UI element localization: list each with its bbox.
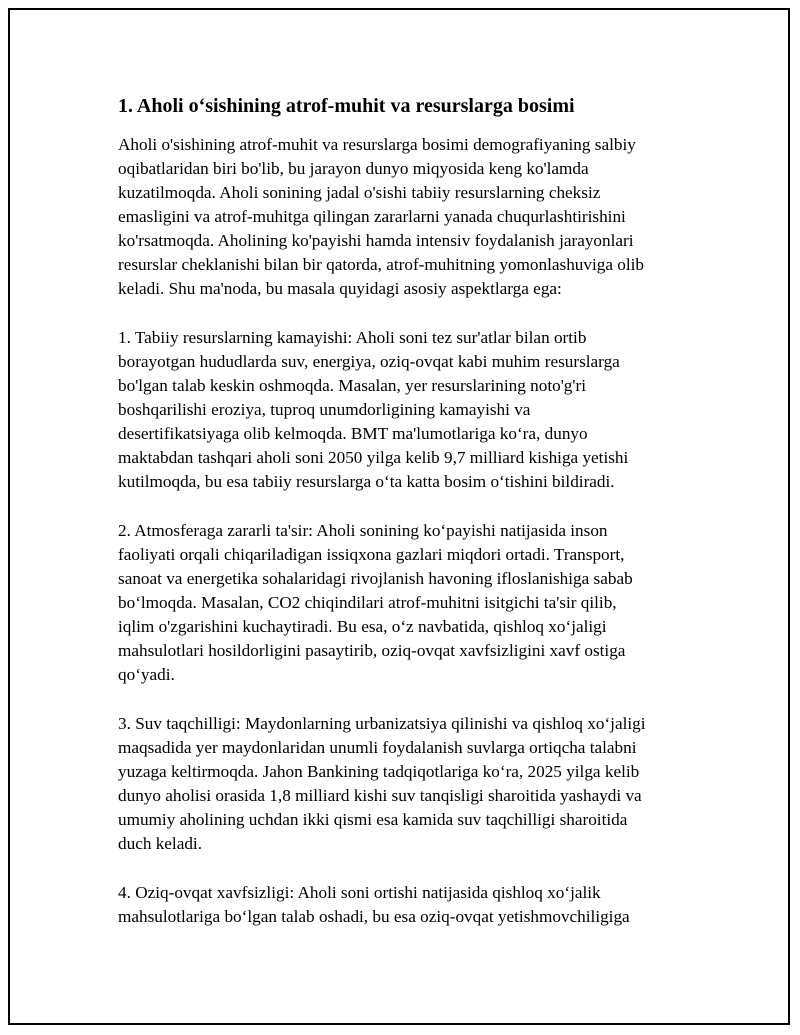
section-heading: 1. Aholi o‘sishining atrof-muhit va resurslarga bosimi xyxy=(118,95,575,117)
paragraph-water-scarcity: 3. Suv taqchilligi: Maydonlarning urbanizatsiya qilinishi va qishloq xo‘jaligi maqsadida yer maydonlaridan unumli foydalanish suvlarga ortiqcha talabni yuzaga keltirmoqda. Jahon Bankining tadqiqotlariga ko‘ra, 2025 yilga kelib dunyo aholisi orasida 1,8 milliard kishi suv tanqisligi sharoitida yashaydi va umumiy aholining uchdan ikki qismi esa kamida suv taqchilligi sharoitida duch keladi. xyxy=(118,714,646,853)
paragraph-natural-resources: 1. Tabiiy resurslarning kamayishi: Aholi soni tez sur'atlar bilan ortib borayotgan hududlarda suv, energiya, oziq-ovqat kabi muhim resurslarga bo'lgan talab keskin oshmoqda. Masalan, yer resurslarining noto'g'ri boshqarilishi eroziya, tuproq unumdorligining kamayishi va desertifikatsiyaga olib kelmoqda. BMT ma'lumotlariga ko‘ra, dunyo maktabdan tashqari aholi soni 2050 yilga kelib 9,7 milliard kishiga yetishi kutilmoqda, bu esa tabiiy resurslarga o‘ta katta bosim o‘tishini bildiradi. xyxy=(118,328,629,491)
document-body xyxy=(118,93,698,954)
intro-paragraph: Aholi o'sishining atrof-muhit va resurslarga bosimi demografiyaning salbiy oqibatlaridan biri bo'lib, bu jarayon dunyo miqyosida keng ko'lamda kuzatilmoqda. Aholi sonining jadal o'sishi tabiiy resurslarning cheksiz emasligini va atrof-muhitga qilingan zararlarni yanada chuqurlashtirishini ko'rsatmoqda. Aholining ko'payishi hamda intensiv foydalanish jarayonlari resurslar cheklanishi bilan bir qatorda, atrof-muhitning yomonlashuviga olib keladi. Shu ma'noda, bu masala quyidagi asosiy aspektlarga ega: xyxy=(118,135,645,298)
paragraph-food-security: 4. Oziq-ovqat xavfsizligi: Aholi soni ortishi natijasida qishloq xo‘jalik mahsulotlariga bo‘lgan talab oshadi, bu esa oziq-ovqat yetishmovchiligiga xyxy=(118,883,630,926)
paragraph-atmosphere: 2. Atmosferaga zararli ta'sir: Aholi sonining ko‘payishi natijasida inson faoliyati orqali chiqariladigan issiqxona gazlari miqdori ortadi. Transport, sanoat va energetika sohalaridagi rivojlanish havoning ifloslanishiga sabab bo‘lmoqda. Masalan, CO2 chiqindilari atrof-muhitni isitgichi ta'sir qilib, iqlim o'zgarishini kuchaytiradi. Bu esa, o‘z navbatida, qishloq xo‘jaligi mahsulotlari hosildorligini pasaytirib, oziq-ovqat xavfsizligini xavf ostiga qo‘yadi. xyxy=(118,521,633,684)
